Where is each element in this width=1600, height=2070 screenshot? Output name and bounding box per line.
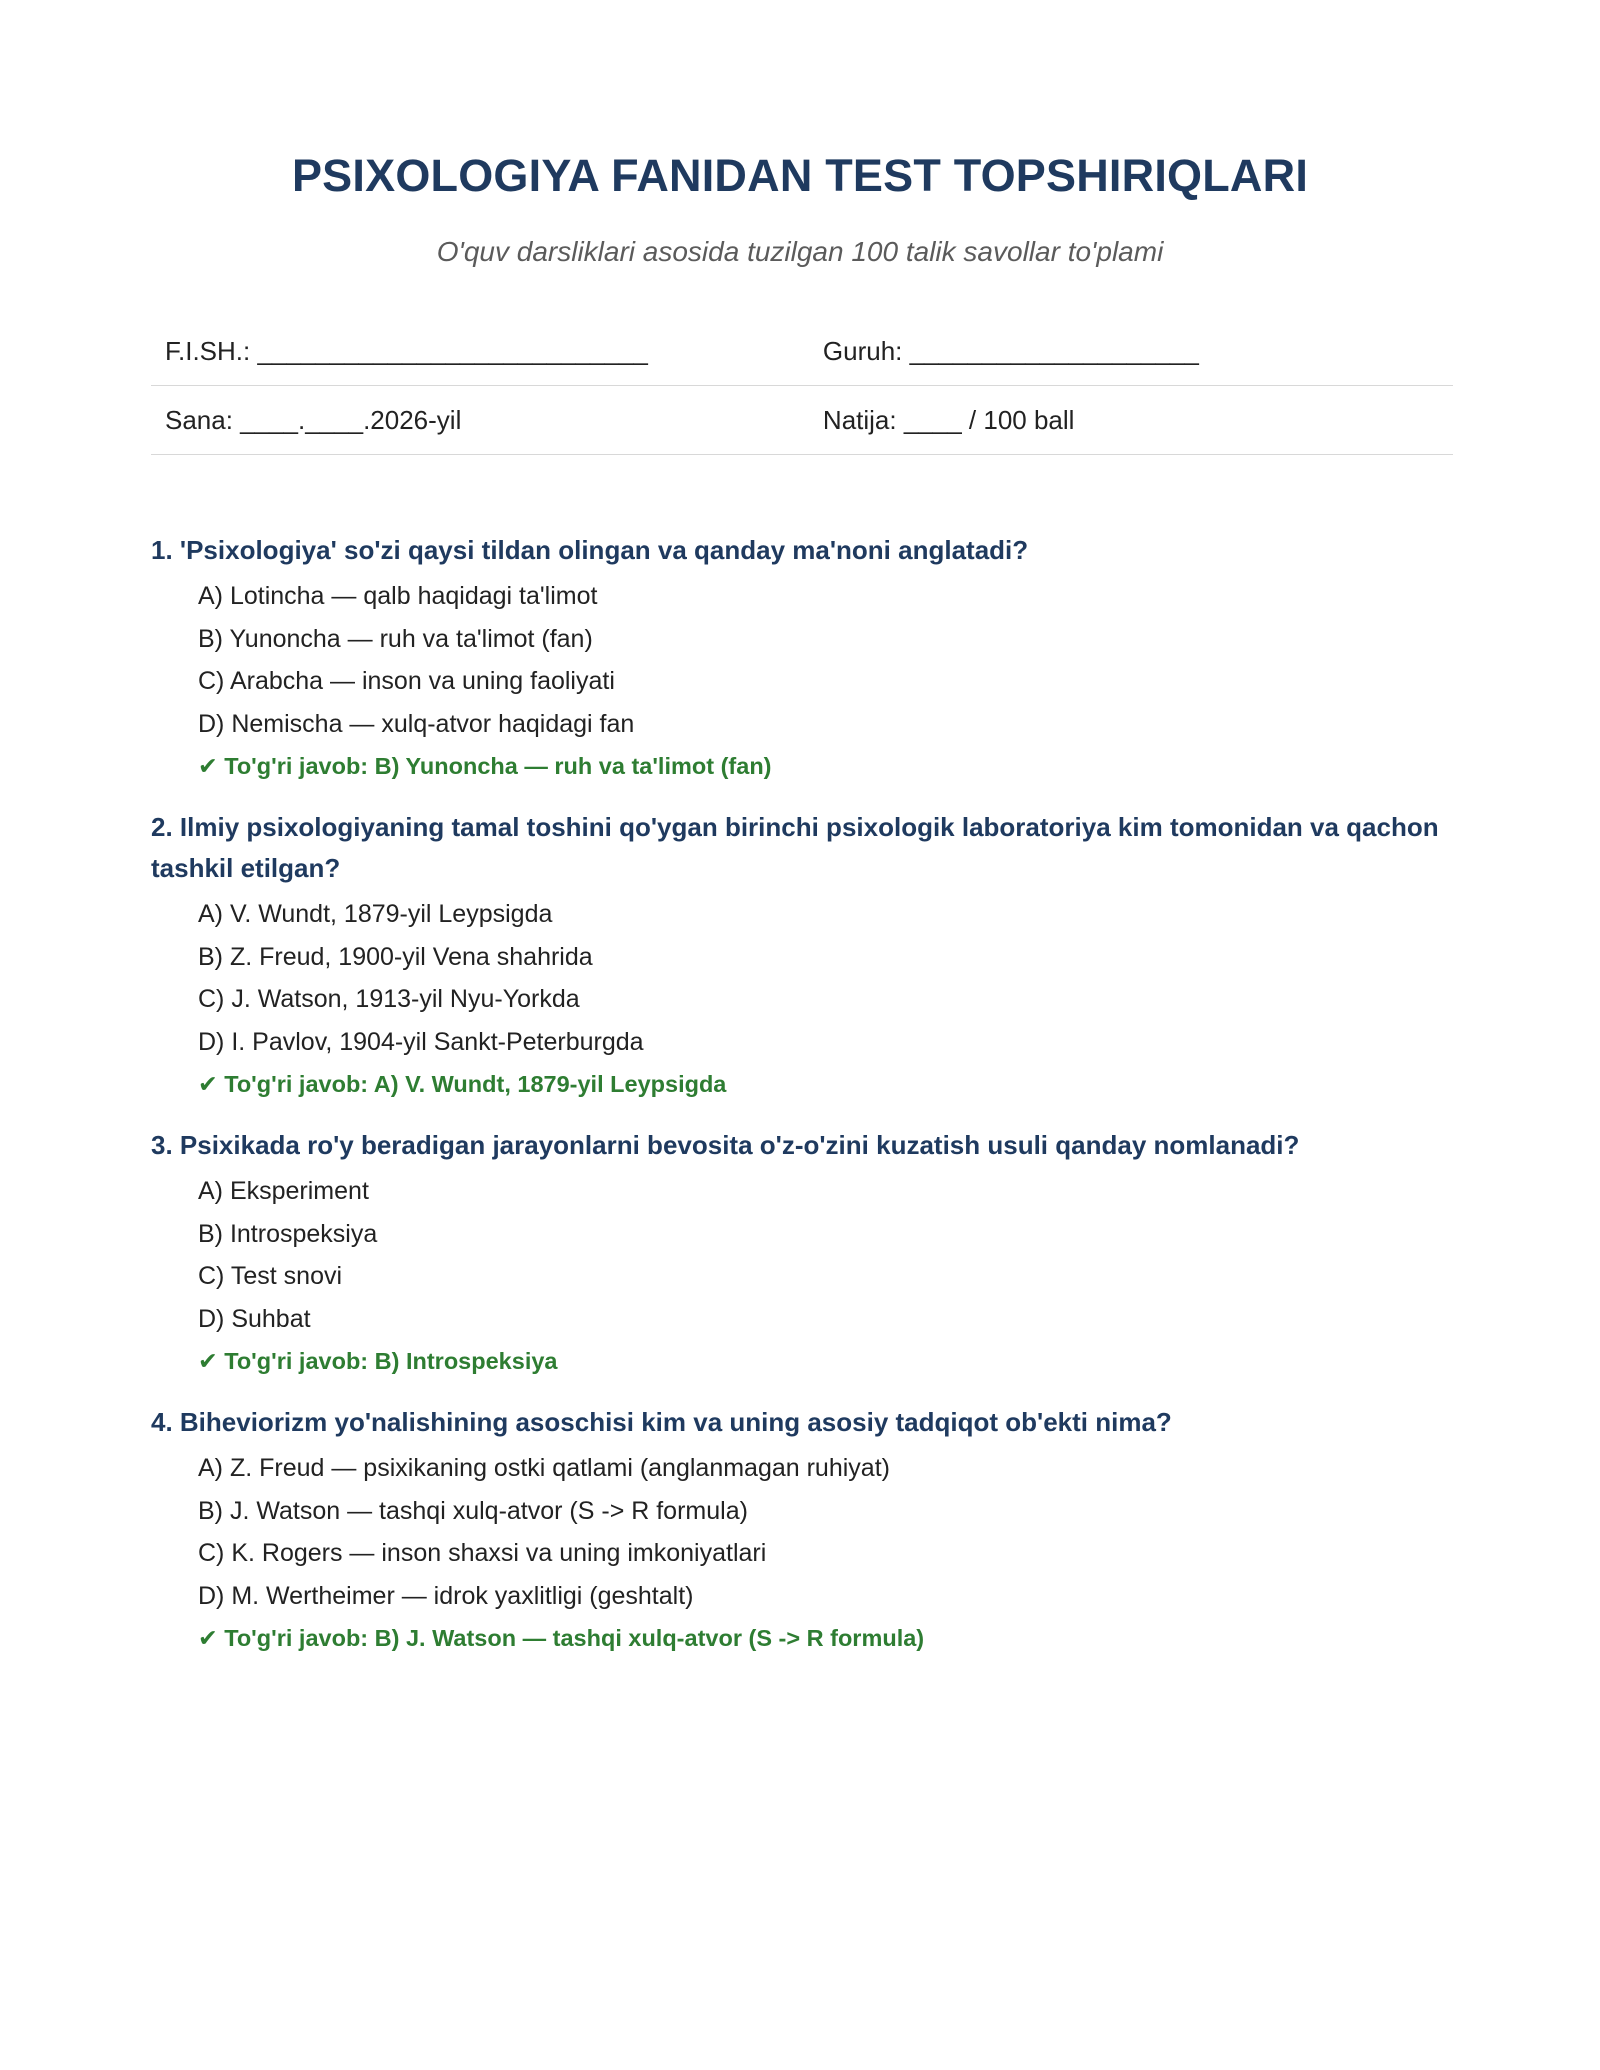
option-a: A) Lotincha — qalb haqidagi ta'limot bbox=[198, 582, 598, 610]
natija-field: Natija: ____ / 100 ball bbox=[822, 404, 1075, 435]
option-d: D) M. Wertheimer — idrok yaxlitligi (geshtalt) bbox=[198, 1581, 694, 1610]
option-c: C) Arabcha — inson va uning faoliyati bbox=[198, 667, 615, 695]
sana-field: Sana: ____.____.2026-yil bbox=[165, 404, 462, 435]
fish-field: F.I.SH.: ___________________________ bbox=[165, 335, 648, 366]
option-a: A) Z. Freud — psixikaning ostki qatlami (anglanmagan ruhiyat) bbox=[198, 1454, 890, 1482]
option-d: D) Suhbat bbox=[198, 1304, 311, 1333]
question-item bbox=[151, 530, 1453, 787]
option-b: B) Z. Freud, 1900-yil Vena shahrida bbox=[198, 942, 593, 971]
option-a: A) Eksperiment bbox=[198, 1177, 369, 1205]
question-item bbox=[151, 1402, 1453, 1659]
option-c: C) J. Watson, 1913-yil Nyu-Yorkda bbox=[198, 985, 580, 1013]
question-item bbox=[151, 1125, 1453, 1382]
info-row-date-result bbox=[151, 386, 1453, 455]
question-text: 3. Psixikada ro'y beradigan jarayonlarni bevosita o'z-o'zini kuzatish usuli qanday nomlanadi? bbox=[151, 1130, 1300, 1160]
question-text: 1. 'Psixologiya' so'zi qaysi tildan olingan va qanday ma'noni anglatadi? bbox=[151, 535, 1029, 565]
option-c: C) Test snovi bbox=[198, 1262, 343, 1290]
correct-answer: ✔ To'g'ri javob: B) Yunoncha — ruh va ta'limot (fan) bbox=[198, 753, 772, 779]
correct-answer: ✔ To'g'ri javob: B) Introspeksiya bbox=[198, 1348, 558, 1374]
question-item bbox=[151, 807, 1453, 1105]
info-row-name-group bbox=[151, 317, 1453, 386]
option-b: B) Yunoncha — ruh va ta'limot (fan) bbox=[198, 624, 593, 653]
question-text: 4. Biheviorizm yo'nalishining asoschisi kim va uning asosiy tadqiqot ob'ekti nima? bbox=[151, 1407, 1172, 1437]
correct-answer: ✔ To'g'ri javob: A) V. Wundt, 1879-yil Leypsigda bbox=[198, 1071, 727, 1097]
student-info-table bbox=[151, 317, 1453, 455]
guruh-field: Guruh: ____________________ bbox=[822, 335, 1199, 366]
question-list bbox=[151, 530, 1453, 1679]
option-d: D) I. Pavlov, 1904-yil Sankt-Peterburgda bbox=[198, 1027, 644, 1056]
option-b: B) J. Watson — tashqi xulq-atvor (S -> R formula) bbox=[198, 1496, 748, 1525]
option-d: D) Nemischa — xulq-atvor haqidagi fan bbox=[198, 709, 635, 738]
question-text: 2. Ilmiy psixologiyaning tamal toshini qo'ygan birinchi psixologik laboratoriya kim tomonidan va qachon tashkil etilgan? bbox=[151, 812, 1439, 883]
page-title: PSIXOLOGIYA FANIDAN TEST TOPSHIRIQLARI bbox=[291, 150, 1309, 201]
option-a: A) V. Wundt, 1879-yil Leypsigda bbox=[198, 900, 553, 928]
option-b: B) Introspeksiya bbox=[198, 1219, 378, 1248]
page-subtitle: O'quv darsliklari asosida tuzilgan 100 talik savollar to'plami bbox=[436, 236, 1164, 267]
correct-answer: ✔ To'g'ri javob: B) J. Watson — tashqi xulq-atvor (S -> R formula) bbox=[198, 1625, 925, 1651]
option-c: C) K. Rogers — inson shaxsi va uning imkoniyatlari bbox=[198, 1539, 767, 1567]
